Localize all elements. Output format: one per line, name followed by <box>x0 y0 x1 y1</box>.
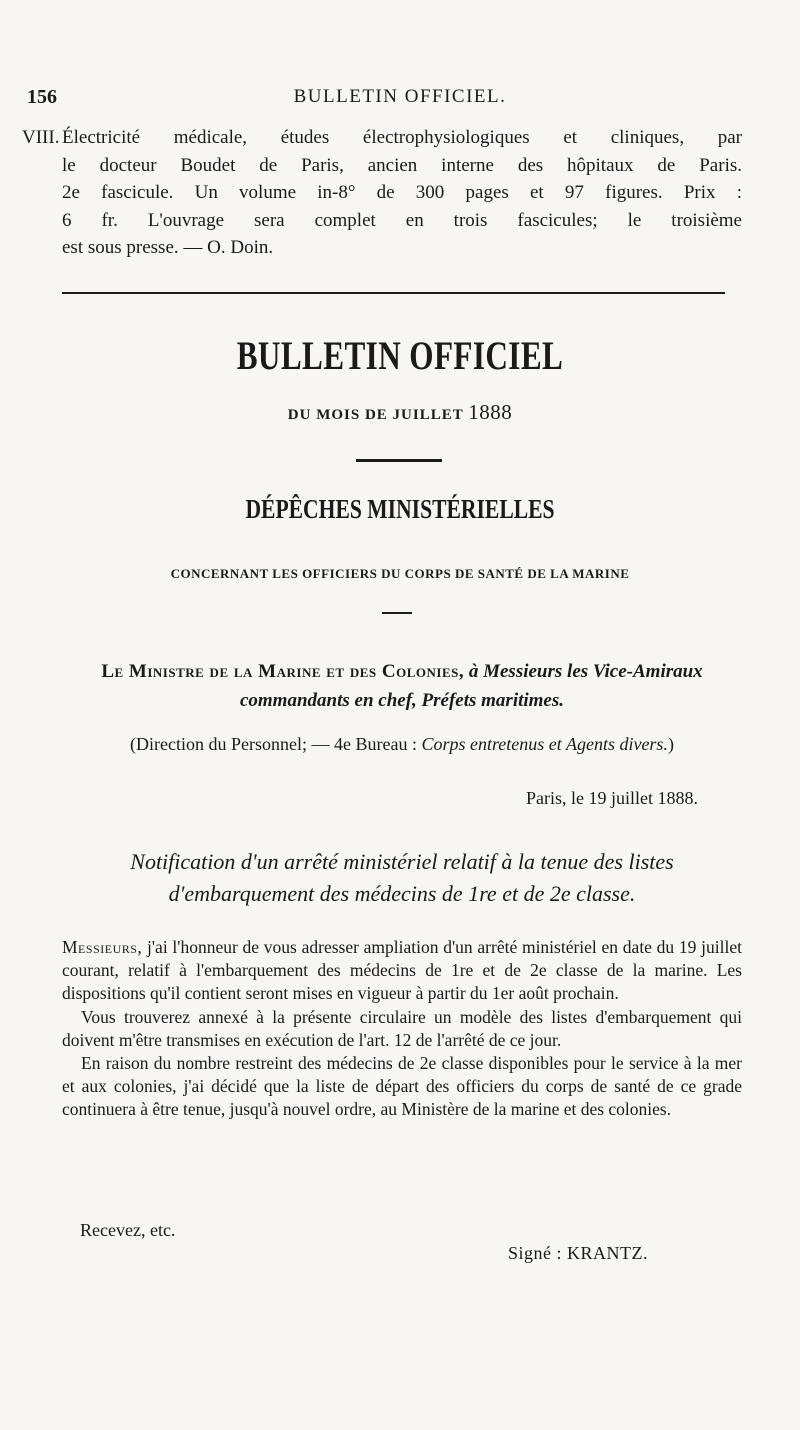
section-title: DÉPÊCHES MINISTÉRIELLES <box>245 494 555 524</box>
direction-suffix: ) <box>667 734 674 754</box>
paragraph: Vous trouverez annexé à la présente circulaire un modèle des listes d'embarquement qui doivent m'être transmises en exécution de l'art. 12 de l'arrêté de ce jour. <box>62 1006 742 1050</box>
item-line: Électricité médicale, études électrophysiologiques et cliniques, par <box>62 127 742 148</box>
section-subtitle: CONCERNANT LES OFFICIERS DU CORPS DE SANTÉ DE LA MARINE <box>170 566 630 581</box>
item-line: le docteur Boudet de Paris, ancien interne des hôpitaux de Paris. <box>62 154 742 176</box>
subtitle-text: DU MOIS DE JUILLET <box>287 407 464 423</box>
sender: Le Ministre de la Marine et des Colonies, <box>101 661 465 682</box>
running-head <box>0 86 800 116</box>
closing: Recevez, etc. <box>80 1220 176 1240</box>
title-divider <box>356 459 442 462</box>
direction-line <box>62 734 742 755</box>
item-line: 6 fr. L'ouvrage sera complet en trois fascicules; le troisième <box>62 209 742 231</box>
paragraph: En raison du nombre restreint des médecins de 2e classe disponibles pour le service à la mer et aux colonies, j'ai décidé que la liste de départ des officiers du corps de santé de ce grade continuera à être tenue, jusqu'à nouvel ordre, au Ministère de la marine et des colonies. <box>62 1053 742 1120</box>
dateline: Paris, le 19 juillet 1888. <box>526 788 698 808</box>
page-subtitle <box>0 400 800 425</box>
salutation: Messieurs, <box>62 937 143 957</box>
short-divider <box>382 612 412 614</box>
recipients-line-2: commandants en chef, Préfets maritimes. <box>239 690 565 711</box>
letter-body <box>62 936 742 1122</box>
address-block <box>62 657 742 715</box>
recipients-line-1: à Messieurs les Vice-Amiraux <box>468 661 703 682</box>
running-title: BULLETIN OFFICIEL. <box>293 86 507 107</box>
signature: Signé : KRANTZ. <box>508 1243 648 1263</box>
paragraph-text: j'ai l'honneur de vous adresser ampliation d'un arrêté ministériel en date du 19 juillet courant, relatif à l'embarquement des médecins de 1re et de 2e classe de la marine. Les dispositions qu'il contient seront mises en vigueur à partir du 1er août prochain. <box>62 937 742 1004</box>
item-line: 2e fascicule. Un volume in-8° de 300 pages et 97 figures. Prix : <box>62 182 742 203</box>
direction-italic: Corps entretenus et Agents divers. <box>421 734 668 754</box>
subtitle-year: 1888 <box>468 400 513 424</box>
item-number: VIII. <box>22 127 60 148</box>
paragraph <box>62 936 742 1006</box>
bibliography-item <box>22 124 742 262</box>
notification-title: Notification d'un arrêté ministériel relatif à la tenue des listes d'embarquement des médecins de 1re et de 2e classe. <box>130 849 674 906</box>
item-line: est sous presse. — O. Doin. <box>62 237 274 258</box>
page-title: BULLETIN OFFICIEL <box>236 333 564 378</box>
page-number: 156 <box>27 86 57 108</box>
direction-prefix: (Direction du Personnel; — 4e Bureau : <box>130 734 422 754</box>
section-divider <box>62 292 725 294</box>
